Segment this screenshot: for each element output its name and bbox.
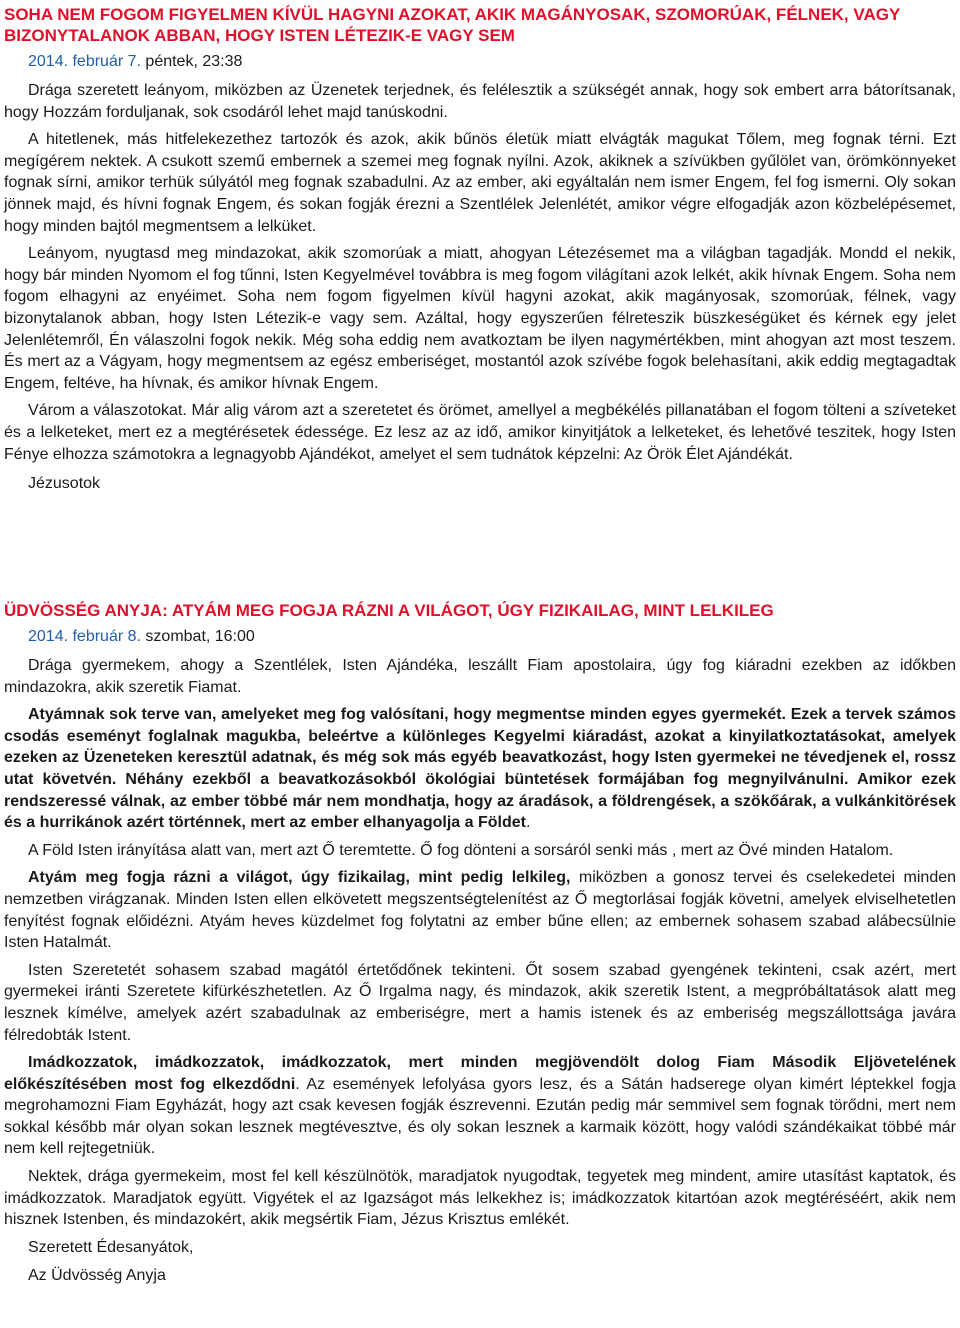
article-2-date: 2014. február 8. — [28, 628, 141, 645]
article-2-closing: Szeretett Édesanyátok, — [28, 1238, 194, 1256]
article-2-paragraph-4-rest: miközben a gonosz tervei és cselekedetei minden nemzetben virágzanak. Minden Isten ellen elkövetett megszentségtelenítést az Ő megtorlásai fogják követni, amelyek elviselhetetlen fenyítést fognak előidézni. Atyám heves küzdelmet fog folytatni az ember bűne ellen; az embernek sohasem szabad alábecsülnie Isten Hatalmát. — [4, 869, 957, 952]
article-1-paragraph-4: Várom a válaszotokat. Már alig várom azt a szeretetet és örömet, amellyel a megbékélés pillanatában el fogom tölteni a szíveteket és a lelketeket, mert ez a megtérésetek édessége. Ez lesz az az idő, amikor kinyitjátok a lelketeket, és lehetővé teszitek, hogy Isten Fénye elhozza számotokra a legnagyobb Ajándékot, amelyet el sem tudnátok képzelni: Az Örök Élet Ajándékát. — [4, 402, 956, 463]
article-1-day-time: péntek, 23:38 — [140, 53, 243, 70]
article-2-paragraph-4 — [4, 867, 956, 953]
article-2-paragraph-7: Nektek, drága gyermekeim, most fel kell készülnötök, maradjatok nyugodtak, tegyetek meg mindent, amire utasítást kaptatok, és imádkozzatok. Maradjatok együtt. Vigyétek el az Igazságot más lelkekhez is; imádkozzatok kitartóan azok megtéréséért, akik nem hisznek Istenben, és mindazokért, akik megsértik Fiam, Jézus Krisztus emlékét. — [4, 1168, 956, 1229]
article-2-paragraph-2 — [4, 704, 956, 834]
article-2-paragraph-2-end: . — [525, 814, 531, 832]
article-1-date: 2014. február 7. — [28, 53, 141, 70]
article-1-signature: Jézusotok — [28, 475, 101, 493]
article-1-paragraph-2: A hitetlenek, más hitfelekezethez tartozók és azok, akik bűnös életük miatt elvágták magukat Tőlem, meg fognak térni. Ezt megígérem nektek. A csukott szemű embernek a szemei meg fognak nyílni. Azok, akiknek a szívükben gyűlölet van, örömkönnyeket fognak sírni, amikor terhük súlyától meg fognak szabadulni. Az az ember, aki egyáltalán nem ismer Engem, fel fog ismerni. Oly sokan jönnek majd, és hívni fognak Engem, és sokan fogják érezni a Szentlélek Jelenlétét, amikor végre elfogadják azon közbelépésemet, hogy minden bajtól megmentsem a lelküket. — [4, 131, 956, 235]
article-1-paragraph-3: Leányom, nyugtasd meg mindazokat, akik szomorúak a miatt, ahogyan Létezésemet ma a világban tagadják. Mondd el nekik, hogy bár minden Nyomom el fog tűnni, Isten Kegyelmével továbbra is meg fogom világítani azok lelkét, akik hívnak Engem. Soha nem fogom elhagyni az enyéimet. Soha nem fogom figyelmen kívül hagyni azokat, akik magányosak, szomorúak, félnek, vagy bizonytalanok abban, hogy Isten Létezik-e vagy sem. Azáltal, hogy egyszerűen félreteszik büszkeségüket és kérnek egy jelet Jelenlétemről, Én válaszolni fogok nekik. Még soha eddig nem avatkoztam be ilyen nagymértékben, mint ahogyan azt most teszem. És mert az a Vágyam, hogy megmentsem az egész emberiséget, mostantól azok szívébe fogok belehasítani, akik eddig megtagadtak Engem, feltéve, ha hívnak, és amikor hívnak Engem. — [4, 245, 956, 392]
article-2 — [4, 600, 956, 1287]
article-2-title: ÜDVÖSSÉG ANYJA: ATYÁM MEG FOGJA RÁZNI A VILÁGOT, ÚGY FIZIKAILAG, MINT LELKILEG — [4, 601, 774, 620]
article-2-paragraph-5: Isten Szeretetét sohasem szabad magától értetődőnek tekinteni. Őt sosem szabad gyengének tekinteni, csak azért, mert gyermekei iránti Szeretete kifürkészhetetlen. Az Ő Irgalma nagy, és mindazok, akik szeretik Istent, a megpróbáltatások alatt meg lesznek kímélve, amelyek azért szabadulnak az emberiségre, mert a hamis istenek és az emberiség megszállottsága javára félredobták Istent. — [4, 961, 956, 1044]
article-2-paragraph-6 — [4, 1052, 956, 1160]
article-1-dateline — [28, 52, 956, 72]
article-1-paragraph-1: Drága szeretett leányom, miközben az Üzenetek terjednek, és felélesztik a szükségét annak, hogy sok embert arra bátorítsanak, hogy Hozzám forduljanak, sok csodáról lehet majd tanúskodni. — [4, 82, 956, 121]
article-2-signature: Az Üdvösség Anyja — [28, 1266, 166, 1284]
article-2-paragraph-1: Drága gyermekem, ahogy a Szentlélek, Isten Ajándéka, leszállt Fiam apostolaira, úgy fog kiáradni ezekben az időkben mindazokra, akik szeretik Fiamat. — [4, 657, 956, 696]
article-2-paragraph-6-rest: . Az események lefolyása gyors lesz, és a Sátán hadserege olyan kimért léptekkel fogja megrohamozni Fiam Egyházát, hogy azt csak kevesen fogják észrevenni. Ezután pedig már semmivel sem fognak törődni, mert nem sokkal később már olyan sokan lesznek megtévesztve, és oly sokan lesznek a karmaik között, hogy valódi szándékaikat többé már nem kell rejtegetniük. — [4, 1075, 957, 1158]
article-1 — [4, 4, 956, 495]
article-1-title: SOHA NEM FOGOM FIGYELMEN KÍVÜL HAGYNI AZOKAT, AKIK MAGÁNYOSAK, SZOMORÚAK, FÉLNEK, VAGY BIZONYTALANOK ABBAN, HOGY ISTEN LÉTEZIK-E VAGY SEM — [4, 5, 900, 45]
article-2-paragraph-3: A Föld Isten irányítása alatt van, mert azt Ő teremtette. Ő fog dönteni a sorsáról senki más , mert az Övé minden Hatalom. — [28, 841, 894, 859]
article-2-day-time: szombat, 16:00 — [140, 628, 255, 645]
article-2-dateline — [28, 627, 956, 647]
article-2-paragraph-6-bold: Imádkozzatok, imádkozzatok, imádkozzatok, mert minden megjövendölt dolog Fiam Második Eljövetelének előkészítésében most fog elkezdődni — [4, 1054, 956, 1093]
article-2-paragraph-4-bold: Atyám meg fogja rázni a világot, úgy fizikailag, mint pedig lelkileg, — [28, 869, 571, 887]
article-2-paragraph-2-bold: Atyámnak sok terve van, amelyeket meg fog valósítani, hogy megmentse minden egyes gyermekét. Ezek a tervek számos csodás eseményt foglalnak magukba, beleértve a különleges Kegyelmi kiáradást, azokat a kinyilatkoztatásokat, amelyek ezeken az Üzeneteken keresztül adatnak, és még sok más egyéb beavatkozást, hogy Isten gyermekei ne tévedjenek el, rossz utat követvén. Néhány ezekből a beavatkozásokból ökológiai büntetések formájában fog megnyilvánulni. Amikor ezek rendszeressé válnak, az ember többé már nem mondhatja, hogy az áradások, a földrengések, a szökőárak, a vulkánkitörések és a hurrikánok azért történnek, mert az ember elhanyagolja a Földet — [4, 706, 956, 832]
